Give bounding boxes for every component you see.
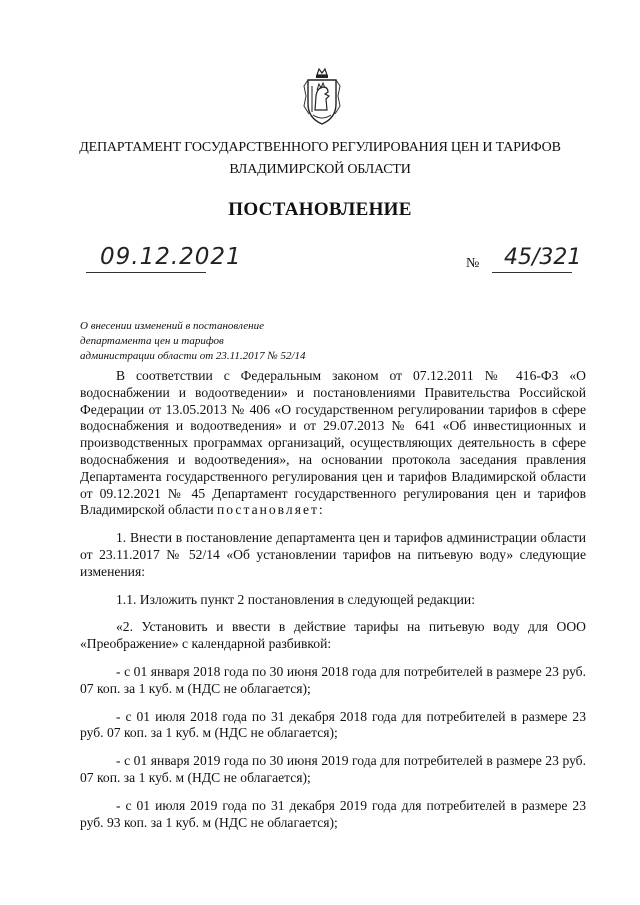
subject-line: О внесении изменений в постановление: [80, 320, 264, 332]
subject-line: администрации области от 23.11.2017 № 52/14: [80, 350, 306, 362]
tariff-item: - с 01 января 2019 года по 30 июня 2019 года для потребителей в размере 23 руб. 07 коп. за 1 куб. м (НДС не облагается);: [80, 753, 586, 785]
department-name-line1: ДЕПАРТАМЕНТ ГОСУДАРСТВЕННОГО РЕГУЛИРОВАНИЯ ЦЕН И ТАРИФОВ: [79, 140, 561, 155]
number-sign: №: [466, 256, 480, 271]
paragraph-1: 1. Внести в постановление департамента цен и тарифов администрации области от 23.11.2017 № 52/14 «Об установлении тарифов на питьевую воду» следующие изменения:: [80, 530, 586, 579]
subject-line: департамента цен и тарифов: [80, 335, 224, 347]
paragraph-2: «2. Установить и ввести в действие тарифы на питьевую воду для ООО «Преображение» с календарной разбивкой:: [80, 619, 586, 652]
document-date: 09.12.2021: [100, 244, 242, 270]
coat-of-arms-icon: [303, 66, 341, 128]
document-subject: [80, 319, 400, 364]
preamble-paragraph: [80, 368, 586, 519]
document-body: [80, 368, 586, 831]
document-number: 45/321: [504, 245, 582, 270]
tariff-item: - с 01 июля 2018 года по 31 декабря 2018 года для потребителей в размере 23 руб. 07 коп. за 1 куб. м (НДС не облагается);: [80, 708, 586, 741]
tariff-item: - с 01 января 2018 года по 30 июня 2018 года для потребителей в размере 23 руб. 07 коп. за 1 куб. м (НДС не облагается);: [80, 663, 586, 696]
paragraph-1-1: 1.1. Изложить пункт 2 постановления в следующей редакции:: [116, 591, 475, 607]
number-underline: [492, 272, 572, 273]
department-name-line2: ВЛАДИМИРСКОЙ ОБЛАСТИ: [229, 162, 411, 177]
preamble-text: В соответствии с Федеральным законом от 07.12.2011 № 416-ФЗ «О водоснабжении и водоотведении» и постановлениями Правительства Российской Федерации от 13.05.2013 № 406 «О государственном регулировании тарифов в сфере водоснабжения и водоотведения» и от 29.07.2013 № 641 «Об инвестиционных и производственных программах организаций, осуществляющих деятельность в сфере водоснабжения и водоотведения», на основании протокола заседания правления Департамента государственного регулирования цен и тарифов Владимирской области от 09.12.2021 № 45 Департамент государственного регулирования цен и тарифов Владимирской области: [80, 368, 586, 518]
decree-word: постановляет:: [217, 502, 325, 518]
date-underline: [86, 272, 206, 273]
tariff-item: - с 01 июля 2019 года по 31 декабря 2019 года для потребителей в размере 23 руб. 93 коп. за 1 куб. м (НДС не облагается);: [80, 797, 586, 830]
document-title: ПОСТАНОВЛЕНИЕ: [228, 199, 412, 220]
